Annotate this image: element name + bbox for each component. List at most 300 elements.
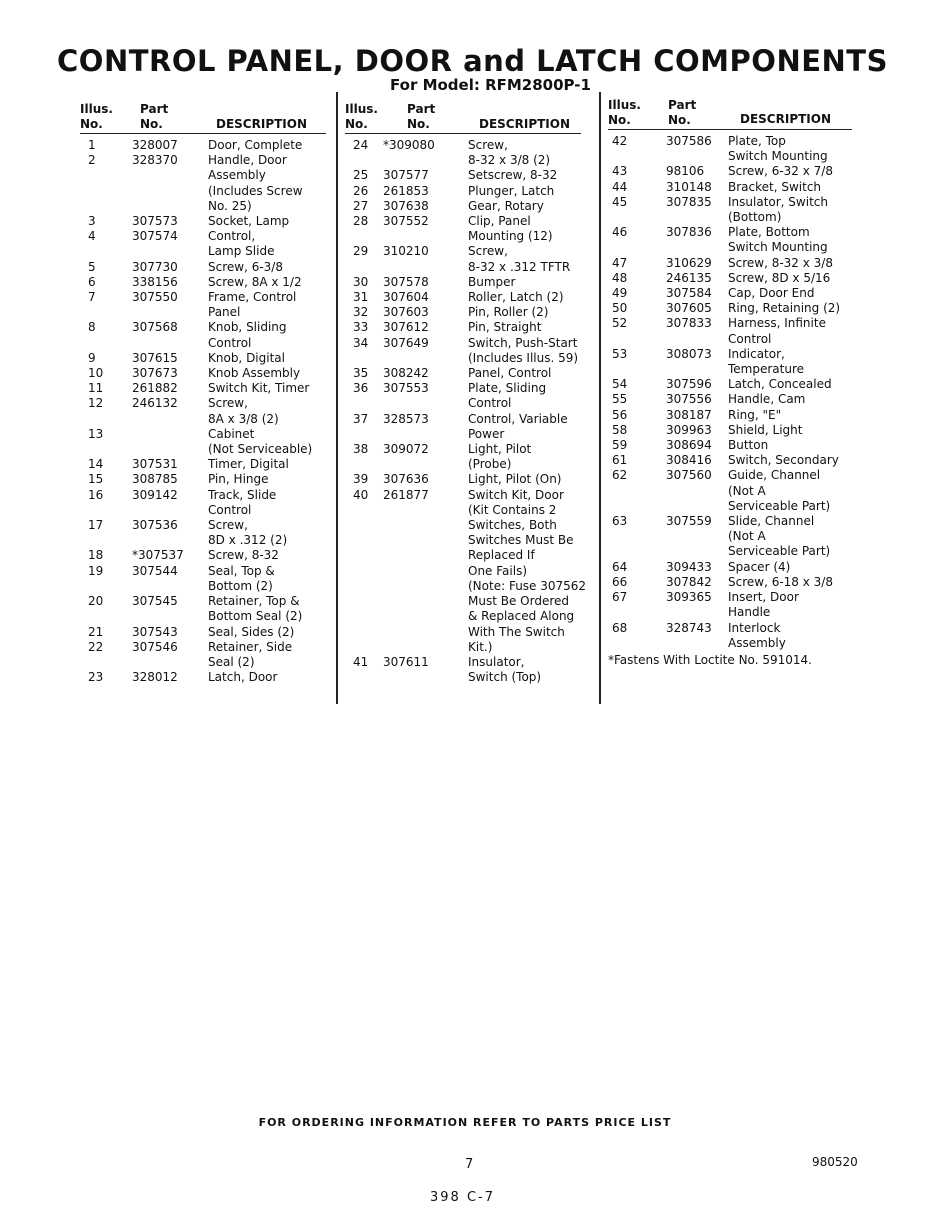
illus-number: 31 [353,290,369,305]
part-row [608,560,858,575]
illus-number: 13 [88,426,104,441]
part-description [728,225,858,255]
part-description [468,655,595,685]
illus-header-no: No. [345,117,368,131]
part-number: *307537 [132,548,184,563]
footnote: *Fastens With Loctite No. 591014. [608,652,812,667]
part-row [608,408,858,423]
part-description [468,488,595,655]
part-row [345,184,595,199]
part-number: 307833 [666,316,712,331]
part-description [208,290,332,320]
header-rule [608,129,852,131]
part-number: 307596 [666,377,712,392]
description-line: Plate, Sliding [468,381,547,396]
column-divider [599,92,601,704]
description-line: With The Switch [468,624,565,639]
illus-number: 36 [353,381,369,396]
illus-number: 58 [612,422,628,437]
part-description [728,621,858,651]
parts-column-1 [80,98,332,685]
parts-list [345,138,595,685]
part-description [728,347,858,377]
part-description [208,366,332,381]
part-number: 307543 [132,624,178,639]
description-line: Switch Kit, Door [468,487,564,502]
part-row [345,199,595,214]
illus-number: 45 [612,194,628,209]
part-row [608,225,858,255]
part-description [468,199,595,214]
description-line: Screw, 8-32 x 3/8 [728,255,833,270]
part-number: 307552 [383,214,429,229]
column-header [608,98,858,134]
part-number: 307531 [132,457,178,472]
part-number: 328743 [666,620,712,635]
part-description [208,518,332,548]
part-row [80,670,332,685]
part-row [608,392,858,407]
description-line: Track, Slide [208,487,277,502]
description-line: Control, [208,229,256,244]
part-number: 308073 [666,346,712,361]
part-number: 310148 [666,179,712,194]
illus-number: 7 [88,290,96,305]
part-description [208,640,332,670]
part-description [728,164,858,179]
description-line: 8-32 x .312 TFTR [468,259,571,274]
illus-number: 48 [612,270,628,285]
description-line: 8-32 x 3/8 (2) [468,153,551,168]
description-line: Seal, Sides (2) [208,624,295,639]
part-number: 261853 [383,183,429,198]
part-row [608,590,858,620]
description-line: (Includes Illus. 59) [468,350,579,365]
part-description [208,275,332,290]
description-line: Spacer (4) [728,559,791,574]
part-description [728,590,858,620]
part-row [608,514,858,560]
description-line: Control, Variable [468,411,568,426]
part-row [80,351,332,366]
part-row [608,180,858,195]
part-number: 307573 [132,214,178,229]
part-row [80,366,332,381]
description-line: Knob, Sliding [208,320,287,335]
part-row [608,195,858,225]
part-row [80,518,332,548]
part-row [80,488,332,518]
description-line: Seal, Top & [208,563,275,578]
illus-number: 62 [612,468,628,483]
part-header-no: No. [407,117,430,131]
part-number: 307636 [383,472,429,487]
part-number: 307577 [383,168,429,183]
description-line: (Probe) [468,457,512,472]
illus-header-no: No. [80,117,103,131]
part-row [80,260,332,275]
illus-number: 46 [612,225,628,240]
illus-number: 27 [353,198,369,213]
illus-number: 25 [353,168,369,183]
description-line: 8D x .312 (2) [208,533,288,548]
part-number: 307836 [666,225,712,240]
description-line: Power [468,426,505,441]
description-line: Bottom Seal (2) [208,609,303,624]
part-row [345,320,595,335]
description-line: Serviceable Part) [728,498,831,513]
description-line: Switches, Both [468,518,557,533]
description-line: Harness, Infinite [728,316,826,331]
illus-number: 11 [88,381,104,396]
description-line: Frame, Control [208,290,297,305]
description-line: (Not A [728,529,766,544]
part-description [208,381,332,396]
part-number: 307553 [383,381,429,396]
illus-number: 23 [88,670,104,685]
description-line: Switch Kit, Timer [208,381,310,396]
description-line: (Not Serviceable) [208,442,313,457]
part-header-no: No. [140,117,163,131]
part-row [80,381,332,396]
part-number: 307730 [132,259,178,274]
part-row [80,472,332,487]
part-number: 308416 [666,453,712,468]
description-line: Pin, Straight [468,320,542,335]
description-line: Screw, 6-32 x 7/8 [728,164,833,179]
part-description [208,214,332,229]
description-line: Gear, Rotary [468,198,544,213]
part-description [468,320,595,335]
description-line: Plunger, Latch [468,183,555,198]
illus-header-no: No. [608,113,631,127]
description-header: DESCRIPTION [216,117,308,131]
part-description [208,138,332,153]
description-line: Screw, 6-3/8 [208,259,283,274]
description-line: Panel, Control [468,366,552,381]
header-rule [345,133,581,135]
model-subtitle: For Model: RFM2800P-1 [390,76,591,94]
part-number: 98106 [666,164,705,179]
part-number: 307560 [666,468,712,483]
part-row [80,229,332,259]
description-line: Control [208,502,252,517]
part-number: 307638 [383,198,429,213]
illus-header: Illus. [80,102,113,116]
illus-number: 32 [353,305,369,320]
illus-number: 24 [353,138,369,152]
description-line: Insulator, Switch [728,194,828,209]
part-number: 307611 [383,654,429,669]
part-row [345,168,595,183]
part-row [80,594,332,624]
part-number: 328007 [132,138,178,152]
description-line: Plate, Top [728,134,786,148]
part-row [345,366,595,381]
part-description [468,275,595,290]
description-line: Serviceable Part) [728,544,831,559]
description-line: Panel [208,305,241,320]
part-header-no: No. [668,113,691,127]
ordering-note: FOR ORDERING INFORMATION REFER TO PARTS PRICE LIST [258,1116,672,1129]
part-number: 328573 [383,411,429,426]
part-row [608,468,858,514]
description-header: DESCRIPTION [740,112,832,126]
part-row [608,301,858,316]
illus-number: 4 [88,229,96,244]
illus-number: 59 [612,438,628,453]
description-line: Cap, Door End [728,286,815,301]
part-row [80,290,332,320]
part-row [80,427,332,457]
page-title: CONTROL PANEL, DOOR and LATCH COMPONENTS [57,44,888,78]
part-number: 246135 [666,270,712,285]
part-description [468,366,595,381]
illus-number: 20 [88,594,104,609]
part-row [80,640,332,670]
illus-number: 10 [88,366,104,381]
description-line: Control [728,331,772,346]
header-rule [80,133,326,135]
description-line: Screw, 8A x 1/2 [208,274,302,289]
part-row [345,290,595,305]
part-number: 307603 [383,305,429,320]
description-line: (Includes Screw [208,183,303,198]
description-line: Mounting (12) [468,229,553,244]
description-line: Clip, Panel [468,214,531,229]
description-line: Shield, Light [728,422,803,437]
part-number: 307586 [666,134,712,148]
illus-number: 67 [612,590,628,605]
part-description [208,427,332,457]
part-row [608,453,858,468]
description-line: (Not A [728,483,766,498]
part-description [468,184,595,199]
part-row [608,438,858,453]
part-description [208,625,332,640]
part-description [728,575,858,590]
illus-number: 52 [612,316,628,331]
part-number: 307605 [666,301,712,316]
illus-number: 54 [612,377,628,392]
illus-number: 17 [88,518,104,533]
description-line: Light, Pilot (On) [468,472,562,487]
part-row [608,256,858,271]
part-row [80,275,332,290]
part-row [608,134,858,164]
illus-number: 28 [353,214,369,229]
part-description [728,377,858,392]
part-row [345,655,595,685]
illus-number: 15 [88,472,104,487]
description-line: Screw, [208,518,248,533]
part-row [345,214,595,244]
part-row [80,564,332,594]
description-line: Bottom (2) [208,578,273,593]
part-number: 307545 [132,594,178,609]
description-line: Temperature [728,362,805,377]
part-number: 310210 [383,244,429,259]
illus-number: 68 [612,620,628,635]
description-line: Insulator, [468,654,525,669]
illus-number: 64 [612,559,628,574]
part-description [728,316,858,346]
part-number: 246132 [132,396,178,411]
description-line: Lamp Slide [208,244,275,259]
illus-number: 43 [612,164,628,179]
part-number: 307568 [132,320,178,335]
part-row [345,336,595,366]
part-description [468,381,595,411]
illus-number: 63 [612,514,628,529]
part-number: 309433 [666,559,712,574]
part-description [728,560,858,575]
part-row [80,153,332,214]
part-number: 338156 [132,274,178,289]
description-line: Button [728,438,769,453]
description-line: Assembly [728,635,786,650]
part-number: 261882 [132,381,178,396]
part-row [345,138,595,168]
part-row [80,320,332,350]
illus-number: 34 [353,335,369,350]
part-description [468,305,595,320]
part-row [345,488,595,655]
description-line: Screw, [468,244,508,259]
part-number: 308785 [132,472,178,487]
description-line: Ring, "E" [728,407,782,422]
part-row [608,316,858,346]
part-row [345,275,595,290]
illus-number: 29 [353,244,369,259]
part-number: 308242 [383,366,429,381]
illus-number: 6 [88,274,96,289]
description-header: DESCRIPTION [479,117,571,131]
part-number: 307544 [132,563,178,578]
description-line: Switch, Secondary [728,453,839,468]
illus-number: 37 [353,411,369,426]
part-number: 307649 [383,335,429,350]
part-description [468,442,595,472]
part-description [728,408,858,423]
column-divider [336,92,338,704]
part-row [345,412,595,442]
description-line: Guide, Channel [728,468,821,483]
description-line: Screw, 8D x 5/16 [728,270,831,285]
illus-number: 49 [612,286,628,301]
part-row [80,548,332,563]
part-row [345,381,595,411]
part-number: 309072 [383,442,429,457]
illus-number: 44 [612,179,628,194]
parts-column-3 [608,98,858,668]
part-description [728,134,858,164]
description-line: Screw, 8-32 [208,548,279,563]
part-description [208,564,332,594]
column-header [80,98,332,134]
description-line: Handle, Door [208,153,287,168]
illus-number: 16 [88,487,104,502]
part-row [80,396,332,426]
part-description [208,594,332,624]
illus-number: 33 [353,320,369,335]
description-line: (Bottom) [728,210,782,225]
description-line: Plate, Bottom [728,225,810,240]
part-number: 307612 [383,320,429,335]
part-number: 307546 [132,639,178,654]
part-row [608,164,858,179]
part-number: 310629 [666,255,712,270]
part-description [468,290,595,305]
part-description [728,271,858,286]
description-line: Switch, Push-Start [468,335,578,350]
part-description [208,153,332,214]
part-number: 308187 [666,407,712,422]
page-number: 7 [465,1157,474,1172]
part-description [468,214,595,244]
description-line: Socket, Lamp [208,214,290,229]
description-line: Replaced If [468,548,535,563]
description-line: Screw, [468,138,508,152]
part-number: 307550 [132,290,178,305]
illus-number: 39 [353,472,369,487]
part-header: Part [140,102,169,116]
description-line: One Fails) [468,563,528,578]
part-number: 307578 [383,274,429,289]
description-line: Latch, Door [208,670,278,685]
description-line: Pin, Roller (2) [468,305,549,320]
part-description [208,260,332,275]
description-line: Must Be Ordered [468,594,569,609]
part-number: 307604 [383,290,429,305]
part-row [345,305,595,320]
illus-number: 26 [353,183,369,198]
illus-number: 42 [612,134,628,148]
parts-column-2 [345,98,595,685]
part-description [468,472,595,487]
part-description [728,438,858,453]
part-description [208,320,332,350]
description-line: Handle, Cam [728,392,806,407]
part-row [608,286,858,301]
part-description [208,548,332,563]
description-line: Control [208,335,252,350]
part-description [208,396,332,426]
description-line: Kit.) [468,639,493,654]
part-row [608,347,858,377]
description-line: Slide, Channel [728,514,815,529]
part-description [208,670,332,685]
part-number: 307615 [132,350,178,365]
bottom-mark: 398 C-7 [430,1190,495,1205]
description-line: Interlock [728,620,781,635]
part-row [608,271,858,286]
part-description [468,244,595,274]
illus-number: 22 [88,639,104,654]
part-description [728,301,858,316]
illus-number: 50 [612,301,628,316]
illus-number: 53 [612,346,628,361]
parts-list [608,134,858,651]
description-line: Assembly [208,168,266,183]
part-number: 308694 [666,438,712,453]
part-description [208,488,332,518]
description-line: Insert, Door [728,590,799,605]
part-description [208,472,332,487]
part-row [608,575,858,590]
description-line: Latch, Concealed [728,377,832,392]
column-header [345,98,595,134]
